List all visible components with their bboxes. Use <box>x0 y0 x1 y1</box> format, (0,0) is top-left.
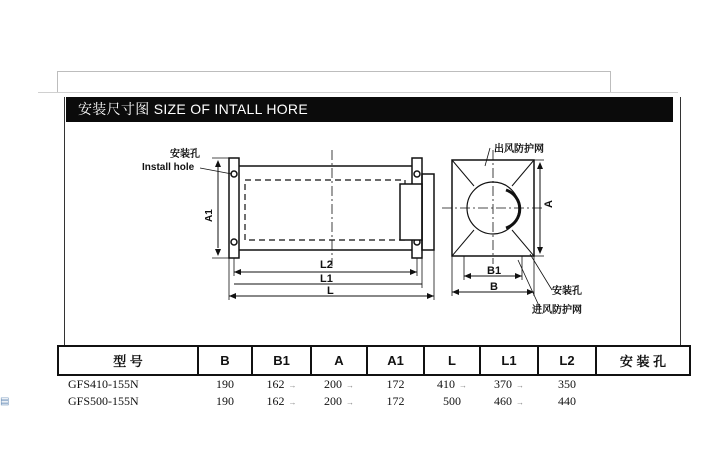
header-b: B <box>198 346 252 375</box>
paste-options-icon[interactable]: ▤ <box>0 396 10 407</box>
cell-install-hole <box>596 375 690 393</box>
content-border-left <box>64 97 65 345</box>
cell-b1: 162 → <box>266 377 297 391</box>
install-hole-label-2: 安装孔 <box>552 286 582 297</box>
cell-l: 410 → <box>437 377 467 391</box>
header-a: A <box>311 346 367 375</box>
document-frame-top <box>57 71 611 72</box>
dim-b-label: B <box>490 281 498 293</box>
header-a1: A1 <box>367 346 424 375</box>
cell-a1: 172 <box>386 377 405 391</box>
cell-l2: 440 <box>558 394 576 408</box>
installation-drawing <box>120 130 620 340</box>
outlet-mesh-label: 出风防护网 <box>494 144 544 155</box>
inlet-mesh-label: 进风防护网 <box>532 305 582 316</box>
header-l1: L1 <box>480 346 538 375</box>
section-title: 安装尺寸图 SIZE OF INTALL HORE <box>66 97 673 122</box>
dim-l2-label: L2 <box>320 259 333 271</box>
header-b1: B1 <box>252 346 311 375</box>
header-install-hole: 安 装 孔 <box>596 346 690 375</box>
header-l: L <box>424 346 480 375</box>
cell-b: 190 <box>216 377 234 391</box>
cell-a1: 172 <box>386 394 405 408</box>
install-hole-label-en: Install hole <box>142 162 195 173</box>
dim-l-label: L <box>327 285 334 297</box>
table-row <box>58 393 690 410</box>
cell-install-hole <box>596 393 690 410</box>
document-frame-right <box>610 71 611 93</box>
spec-table <box>57 345 691 410</box>
cell-l2: 350 <box>558 377 576 391</box>
header-l2: L2 <box>538 346 596 375</box>
install-hole-label-cn: 安装孔 <box>170 149 200 160</box>
content-border-right <box>680 97 681 345</box>
cell-l1: 460 → <box>494 394 524 408</box>
cell-model: GFS410-155N <box>68 377 139 391</box>
dim-l1-label: L1 <box>320 273 333 285</box>
cell-a: 200 → <box>324 394 354 408</box>
header-model: 型 号 <box>58 346 198 375</box>
cell-b1: 162 → <box>266 394 297 408</box>
cell-model: GFS500-155N <box>68 394 139 408</box>
cell-b: 190 <box>216 394 234 408</box>
cell-a: 200 → <box>324 377 354 391</box>
dim-a-label: A <box>543 200 555 208</box>
dim-a1-label: A1 <box>204 209 215 222</box>
dim-b1-label: B1 <box>487 265 502 277</box>
spec-table-header-row <box>58 346 690 375</box>
document-frame-left <box>57 71 58 93</box>
cell-l1: 370 → <box>494 377 524 391</box>
side-view <box>200 150 434 300</box>
table-row <box>58 375 690 393</box>
cell-l: 500 <box>443 394 461 408</box>
document-divider <box>38 92 678 93</box>
